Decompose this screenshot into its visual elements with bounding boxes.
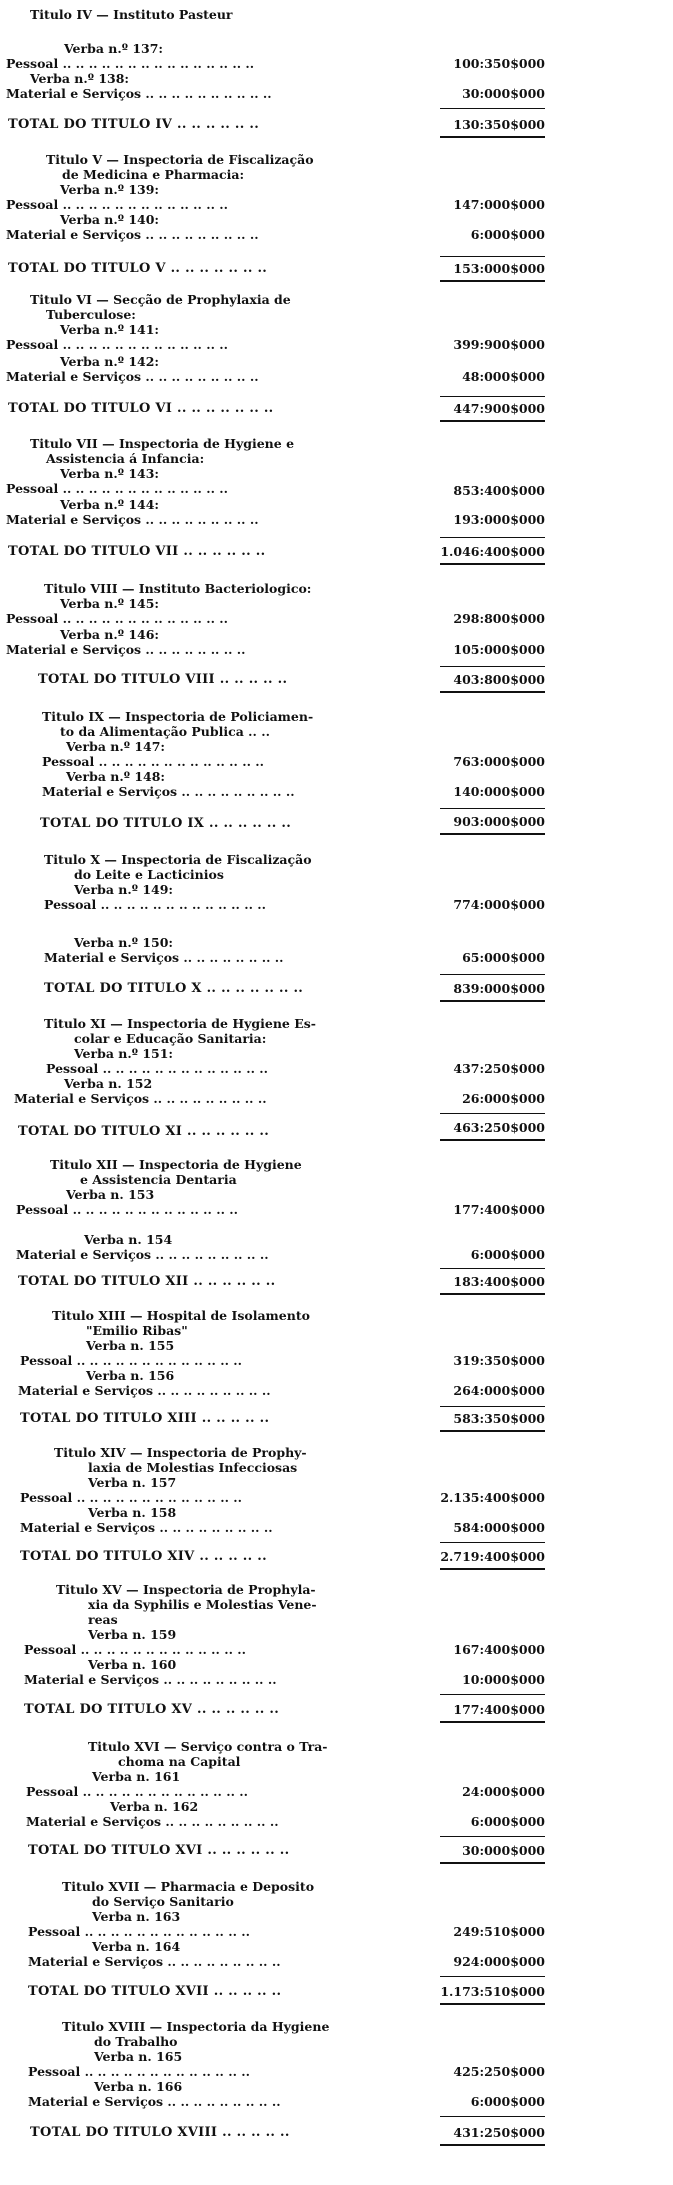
verba-label: Verba n.º 151: xyxy=(74,1046,174,1061)
row-amount: 147:000$000 xyxy=(453,197,545,212)
verba-label: Verba n.º 137: xyxy=(64,41,164,56)
verba-label: Verba n. 157 xyxy=(88,1475,177,1490)
section-title: Titulo VIII — Instituto Bacteriologico: xyxy=(44,581,312,596)
total-rule xyxy=(440,1568,545,1570)
total-amount: 1.173:510$000 xyxy=(440,1984,545,1999)
verba-label: Verba n. 160 xyxy=(88,1657,177,1672)
row-amount: 26:000$000 xyxy=(462,1091,545,1106)
subtotal-rule xyxy=(440,1406,545,1407)
total-rule xyxy=(440,2003,545,2005)
subtotal-rule xyxy=(440,1694,545,1695)
total-rule xyxy=(440,691,545,693)
subtotal-rule xyxy=(440,1836,545,1837)
section-title: Titulo IV — Instituto Pasteur xyxy=(30,7,233,22)
row-amount: 399:900$000 xyxy=(453,337,545,352)
section-title: Titulo XIV — Inspectoria de Prophy- xyxy=(54,1445,307,1460)
section-title: Titulo XVIII — Inspectoria da Hygiene xyxy=(62,2019,330,2034)
subtotal-rule xyxy=(440,256,545,257)
row-label: Pessoal .. .. .. .. .. .. .. .. .. .. .. .. .. xyxy=(6,337,228,352)
verba-label: Verba n.º 146: xyxy=(60,627,160,642)
total-rule xyxy=(440,1430,545,1432)
total-amount: 839:000$000 xyxy=(453,981,545,996)
verba-label: Verba n.º 149: xyxy=(74,882,174,897)
verba-label: Verba n. 159 xyxy=(88,1627,177,1642)
section-title: Titulo IX — Inspectoria de Policiamen- xyxy=(42,709,314,724)
row-amount: 193:000$000 xyxy=(453,512,545,527)
verba-label: Verba n.º 140: xyxy=(60,212,160,227)
section-title: do Trabalho xyxy=(94,2034,178,2049)
subtotal-rule xyxy=(440,974,545,975)
total-amount: 30:000$000 xyxy=(462,1843,545,1858)
verba-label: Verba n.º 145: xyxy=(60,596,160,611)
section-title: e Assistencia Dentaria xyxy=(80,1172,237,1187)
total-amount: 431:250$000 xyxy=(453,2125,545,2140)
row-amount: 2.135:400$000 xyxy=(440,1490,545,1505)
verba-label: Verba n.º 150: xyxy=(74,935,174,950)
verba-label: Verba n. 163 xyxy=(92,1909,181,1924)
row-amount: 24:000$000 xyxy=(462,1784,545,1799)
row-label: Material e Serviços .. .. .. .. .. .. .. .. .. xyxy=(6,512,259,527)
row-amount: 924:000$000 xyxy=(453,1954,545,1969)
row-amount: 30:000$000 xyxy=(462,86,545,101)
row-label: Pessoal .. .. .. .. .. .. .. .. .. .. .. .. .. xyxy=(6,481,228,496)
row-amount: 6:000$000 xyxy=(470,2094,545,2109)
row-amount: 249:510$000 xyxy=(453,1924,545,1939)
row-label: Material e Serviços .. .. .. .. .. .. .. .. .. xyxy=(18,1383,271,1398)
row-label: Material e Serviços .. .. .. .. .. .. .. .. xyxy=(44,950,284,965)
section-title: Titulo XVII — Pharmacia e Deposito xyxy=(62,1879,315,1894)
total-rule xyxy=(440,1000,545,1002)
row-amount: 437:250$000 xyxy=(453,1061,545,1076)
row-label: Material e Serviços .. .. .. .. .. .. .. .. .. xyxy=(28,1954,281,1969)
subtotal-rule xyxy=(440,2116,545,2117)
row-amount: 6:000$000 xyxy=(470,227,545,242)
row-amount: 853:400$000 xyxy=(453,483,545,498)
verba-label: Verba n.º 141: xyxy=(60,322,160,337)
section-title: Titulo VII — Inspectoria de Hygiene e xyxy=(30,436,295,451)
row-label: Pessoal .. .. .. .. .. .. .. .. .. .. .. .. .. xyxy=(26,1784,248,1799)
verba-label: Verba n. 155 xyxy=(86,1338,175,1353)
row-label: Pessoal .. .. .. .. .. .. .. .. .. .. .. .. .. xyxy=(16,1202,238,1217)
subtotal-rule xyxy=(440,666,545,667)
verba-label: Verba n. 165 xyxy=(94,2049,183,2064)
row-amount: 167:400$000 xyxy=(453,1642,545,1657)
subtotal-rule xyxy=(440,396,545,397)
row-label: Material e Serviços .. .. .. .. .. .. .. .. .. xyxy=(24,1672,277,1687)
subtotal-rule xyxy=(440,108,545,109)
row-amount: 584:000$000 xyxy=(453,1520,545,1535)
verba-label: Verba n.º 144: xyxy=(60,497,160,512)
verba-label: Verba n.º 143: xyxy=(60,466,160,481)
subtotal-rule xyxy=(440,1268,545,1269)
row-label: Pessoal .. .. .. .. .. .. .. .. .. .. .. .. .. xyxy=(42,754,264,769)
subtotal-rule xyxy=(440,537,545,538)
section-title: do Leite e Lacticinios xyxy=(74,867,224,882)
row-amount: 425:250$000 xyxy=(453,2064,545,2079)
row-label: Material e Serviços .. .. .. .. .. .. .. .. .. xyxy=(6,369,259,384)
total-amount: 903:000$000 xyxy=(453,814,545,829)
section-title: Titulo XV — Inspectoria de Prophyla- xyxy=(56,1582,316,1597)
verba-label: Verba n.º 148: xyxy=(66,769,166,784)
row-label: Material e Serviços .. .. .. .. .. .. .. .. .. .. xyxy=(6,86,272,101)
row-amount: 6:000$000 xyxy=(470,1814,545,1829)
section-title: Titulo XVI — Serviço contra o Tra- xyxy=(88,1739,328,1754)
section-title: Titulo V — Inspectoria de Fiscalização xyxy=(46,152,314,167)
section-title: Titulo X — Inspectoria de Fiscalização xyxy=(44,852,312,867)
total-label: TOTAL DO TITULO XV .. .. .. .. .. .. xyxy=(24,1702,280,1717)
row-label: Material e Serviços .. .. .. .. .. .. .. .. xyxy=(6,642,246,657)
verba-label: Verba n. 161 xyxy=(92,1769,181,1784)
row-label: Material e Serviços .. .. .. .. .. .. .. .. .. xyxy=(28,2094,281,2109)
subtotal-rule xyxy=(440,1976,545,1977)
row-amount: 774:000$000 xyxy=(453,897,545,912)
total-label: TOTAL DO TITULO IV .. .. .. .. .. .. xyxy=(8,117,260,132)
section-title: "Emilio Ribas" xyxy=(86,1323,188,1338)
verba-label: Verba n.º 139: xyxy=(60,182,160,197)
row-amount: 264:000$000 xyxy=(453,1383,545,1398)
row-label: Material e Serviços .. .. .. .. .. .. .. .. .. xyxy=(16,1247,269,1262)
total-rule xyxy=(440,1862,545,1864)
subtotal-rule xyxy=(440,1113,545,1114)
verba-label: Verba n.º 147: xyxy=(66,739,166,754)
total-label: TOTAL DO TITULO XIII .. .. .. .. .. xyxy=(20,1411,270,1426)
total-rule xyxy=(440,1139,545,1141)
verba-label: Verba n. 158 xyxy=(88,1505,177,1520)
row-amount: 763:000$000 xyxy=(453,754,545,769)
row-label: Pessoal .. .. .. .. .. .. .. .. .. .. .. .. .. xyxy=(44,897,266,912)
total-amount: 183:400$000 xyxy=(453,1274,545,1289)
total-label: TOTAL DO TITULO XIV .. .. .. .. .. xyxy=(20,1549,267,1564)
row-amount: 319:350$000 xyxy=(453,1353,545,1368)
total-label: TOTAL DO TITULO VI .. .. .. .. .. .. .. xyxy=(8,401,274,416)
total-amount: 177:400$000 xyxy=(453,1702,545,1717)
total-rule xyxy=(440,420,545,422)
total-rule xyxy=(440,136,545,138)
total-label: TOTAL DO TITULO XVII .. .. .. .. .. xyxy=(28,1984,282,1999)
verba-label: Verba n.º 138: xyxy=(30,71,130,86)
section-title: Titulo XI — Inspectoria de Hygiene Es- xyxy=(44,1016,316,1031)
total-rule xyxy=(440,563,545,565)
total-label: TOTAL DO TITULO XI .. .. .. .. .. .. xyxy=(18,1124,270,1139)
total-rule xyxy=(440,833,545,835)
section-title: do Serviço Sanitario xyxy=(92,1894,234,1909)
total-label: TOTAL DO TITULO VII .. .. .. .. .. .. xyxy=(8,544,266,559)
section-title: Titulo XIII — Hospital de Isolamento xyxy=(52,1308,310,1323)
section-title: to da Alimentação Publica .. .. xyxy=(60,724,270,739)
row-label: Pessoal .. .. .. .. .. .. .. .. .. .. .. .. .. xyxy=(20,1353,242,1368)
total-amount: 463:250$000 xyxy=(453,1120,545,1135)
verba-label: Verba n. 166 xyxy=(94,2079,183,2094)
row-label: Pessoal .. .. .. .. .. .. .. .. .. .. .. .. .. .. .. xyxy=(6,56,255,71)
verba-label: Verba n. 154 xyxy=(84,1232,173,1247)
total-label: TOTAL DO TITULO V .. .. .. .. .. .. .. xyxy=(8,261,268,276)
row-amount: 48:000$000 xyxy=(462,369,545,384)
section-title: de Medicina e Pharmacia: xyxy=(62,167,245,182)
total-rule xyxy=(440,2144,545,2146)
row-amount: 10:000$000 xyxy=(462,1672,545,1687)
verba-label: Verba n. 164 xyxy=(92,1939,181,1954)
total-amount: 1.046:400$000 xyxy=(440,544,545,559)
section-title: Titulo XII — Inspectoria de Hygiene xyxy=(50,1157,302,1172)
verba-label: Verba n. 153 xyxy=(66,1187,155,1202)
row-label: Pessoal .. .. .. .. .. .. .. .. .. .. .. .. .. xyxy=(20,1490,242,1505)
total-amount: 403:800$000 xyxy=(453,672,545,687)
total-amount: 447:900$000 xyxy=(453,401,545,416)
row-amount: 6:000$000 xyxy=(470,1247,545,1262)
total-label: TOTAL DO TITULO IX .. .. .. .. .. .. xyxy=(40,816,292,831)
row-label: Material e Serviços .. .. .. .. .. .. .. .. .. xyxy=(20,1520,273,1535)
section-title: choma na Capital xyxy=(118,1754,241,1769)
row-label: Pessoal .. .. .. .. .. .. .. .. .. .. .. .. .. xyxy=(46,1061,268,1076)
row-amount: 100:350$000 xyxy=(453,56,545,71)
total-amount: 130:350$000 xyxy=(453,117,545,132)
section-title: Assistencia á Infancia: xyxy=(46,451,205,466)
section-title: xia da Syphilis e Molestias Vene- xyxy=(88,1597,317,1612)
verba-label: Verba n.º 142: xyxy=(60,354,160,369)
verba-label: Verba n. 156 xyxy=(86,1368,175,1383)
total-rule xyxy=(440,280,545,282)
total-label: TOTAL DO TITULO XVI .. .. .. .. .. .. xyxy=(28,1843,290,1858)
row-amount: 177:400$000 xyxy=(453,1202,545,1217)
row-amount: 298:800$000 xyxy=(453,611,545,626)
section-title: reas xyxy=(88,1612,118,1627)
section-title: laxia de Molestias Infecciosas xyxy=(88,1460,298,1475)
row-label: Material e Serviços .. .. .. .. .. .. .. .. .. xyxy=(14,1091,267,1106)
row-amount: 140:000$000 xyxy=(453,784,545,799)
section-title: Titulo VI — Secção de Prophylaxia de xyxy=(30,292,291,307)
row-label: Pessoal .. .. .. .. .. .. .. .. .. .. .. .. .. xyxy=(28,1924,250,1939)
row-label: Material e Serviços .. .. .. .. .. .. .. .. .. xyxy=(26,1814,279,1829)
total-amount: 2.719:400$000 xyxy=(440,1549,545,1564)
row-amount: 65:000$000 xyxy=(462,950,545,965)
total-amount: 583:350$000 xyxy=(453,1411,545,1426)
section-title: Tuberculose: xyxy=(46,307,136,322)
row-label: Pessoal .. .. .. .. .. .. .. .. .. .. .. .. .. xyxy=(6,611,228,626)
verba-label: Verba n. 162 xyxy=(110,1799,199,1814)
total-label: TOTAL DO TITULO VIII .. .. .. .. .. xyxy=(38,672,288,687)
subtotal-rule xyxy=(440,1542,545,1543)
total-label: TOTAL DO TITULO XII .. .. .. .. .. .. xyxy=(18,1274,276,1289)
section-title: colar e Educação Sanitaria: xyxy=(74,1031,267,1046)
row-label: Pessoal .. .. .. .. .. .. .. .. .. .. .. .. .. xyxy=(6,197,228,212)
row-label: Pessoal .. .. .. .. .. .. .. .. .. .. .. .. .. xyxy=(28,2064,250,2079)
total-rule xyxy=(440,1293,545,1295)
verba-label: Verba n. 152 xyxy=(64,1076,153,1091)
total-amount: 153:000$000 xyxy=(453,261,545,276)
total-rule xyxy=(440,1721,545,1723)
subtotal-rule xyxy=(440,808,545,809)
row-label: Material e Serviços .. .. .. .. .. .. .. .. .. xyxy=(6,227,259,242)
total-label: TOTAL DO TITULO XVIII .. .. .. .. .. xyxy=(30,2125,290,2140)
row-amount: 105:000$000 xyxy=(453,642,545,657)
row-label: Material e Serviços .. .. .. .. .. .. .. .. .. xyxy=(42,784,295,799)
row-label: Pessoal .. .. .. .. .. .. .. .. .. .. .. .. .. xyxy=(24,1642,246,1657)
total-label: TOTAL DO TITULO X .. .. .. .. .. .. .. xyxy=(44,981,304,996)
